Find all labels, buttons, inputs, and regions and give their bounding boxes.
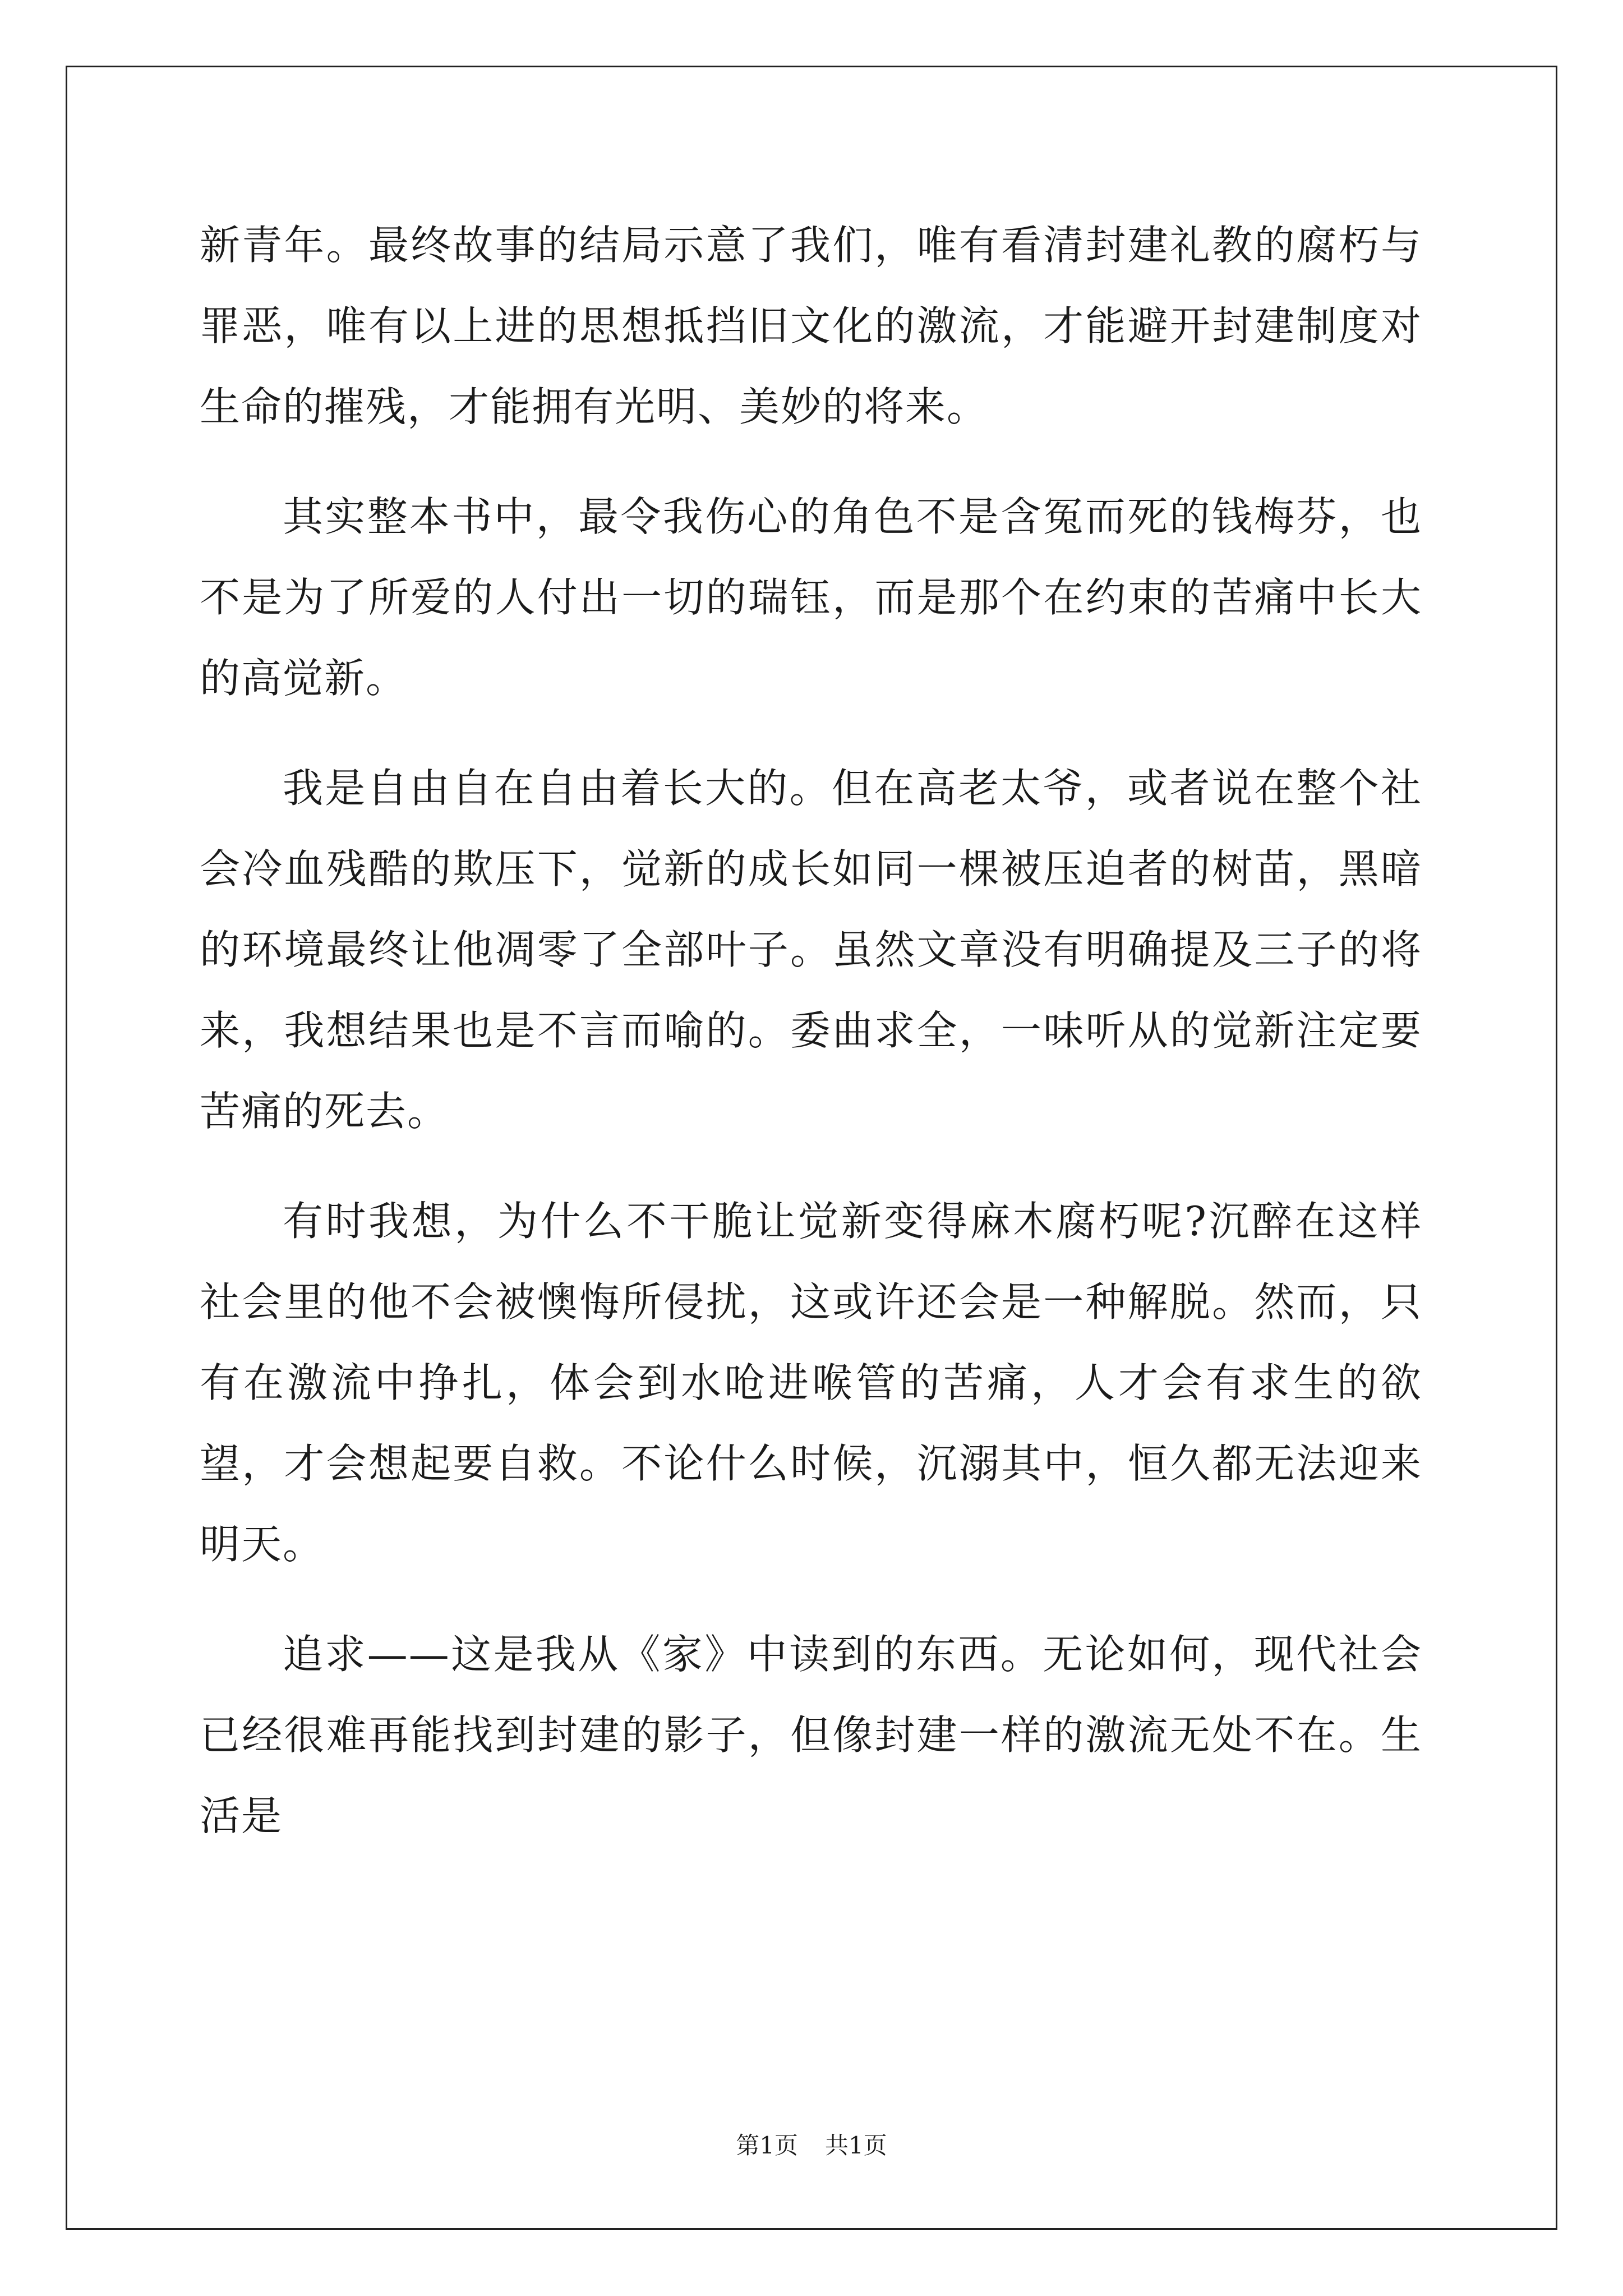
- page-total: 共1页: [825, 2132, 887, 2159]
- paragraph: 其实整本书中，最令我伤心的角色不是含冤而死的钱梅芬，也不是为了所爱的人付出一切的瑞钰，而是那个在约束的苦痛中长大的高觉新。: [200, 493, 1422, 702]
- document-body: [200, 205, 1422, 1856]
- paragraph: 追求——这是我从《家》中读到的东西。无论如何，现代社会已经很难再能找到封建的影子，但像封建一样的激流无处不在。生活是: [200, 1631, 1422, 1839]
- paragraph: 我是自由自在自由着长大的。但在高老太爷，或者说在整个社会冷血残酷的欺压下，觉新的成长如同一棵被压迫者的树苗，黑暗的环境最终让他凋零了全部叶子。虽然文章没有明确提及三子的将来，我想结果也是不言而喻的。委曲求全，一味听从的觉新注定要苦痛的死去。: [200, 765, 1422, 1135]
- paragraph-continuation: 新青年。最终故事的结局示意了我们，唯有看清封建礼教的腐朽与罪恶，唯有以上进的思想抵挡旧文化的激流，才能避开封建制度对生命的摧残，才能拥有光明、美妙的将来。: [200, 222, 1422, 430]
- paragraph: 有时我想，为什么不干脆让觉新变得麻木腐朽呢?沉醉在这样社会里的他不会被懊悔所侵扰，这或许还会是一种解脱。然而，只有在激流中挣扎，体会到水呛进喉管的苦痛，人才会有求生的欲望，才会想起要自救。不论什么时候，沉溺其中，恒久都无法迎来明天。: [200, 1198, 1422, 1568]
- page-number: 第1页: [736, 2132, 798, 2159]
- page-footer: [0, 2129, 1623, 2162]
